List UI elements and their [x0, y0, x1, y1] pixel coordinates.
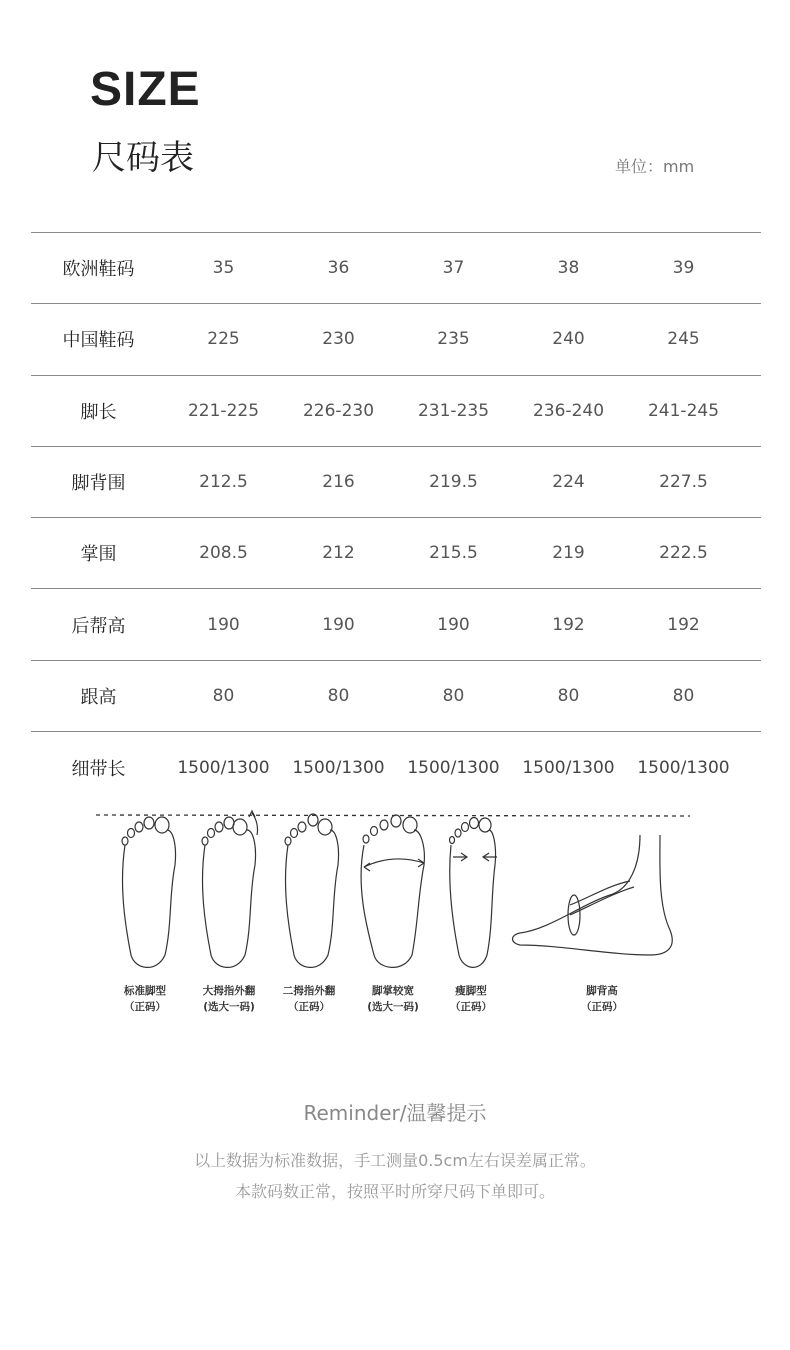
standard-foot-icon [122, 817, 176, 967]
table-cell: 245 [667, 329, 700, 350]
table-cell: 215.5 [429, 543, 478, 564]
bunion-foot-icon [202, 811, 258, 967]
foot-name: 标准脚型 [124, 985, 166, 997]
row-label: 细带长 [71, 758, 126, 780]
table-cell: 212.5 [199, 472, 248, 493]
unit-label: 单位：mm [615, 157, 695, 176]
row-label: 后帮高 [71, 615, 126, 637]
table-row [31, 304, 761, 375]
table-cell: 80 [557, 685, 580, 706]
size-table [31, 232, 761, 803]
table-cell: 190 [437, 614, 470, 635]
table-cell: 80 [672, 685, 695, 706]
table-cell: 224 [552, 472, 585, 493]
table-cell: 1500/1300 [177, 757, 270, 778]
table-cell: 38 [557, 258, 580, 279]
row-label: 脚背围 [71, 473, 126, 495]
table-cell: 240 [552, 329, 585, 350]
page-title-en: SIZE [90, 63, 201, 116]
table-row [31, 447, 761, 518]
table-cell: 1500/1300 [522, 757, 615, 778]
table-cell: 230 [322, 329, 355, 350]
table-cell: 231-235 [417, 400, 490, 421]
wide-foot-icon [361, 815, 424, 967]
table-cell: 80 [327, 685, 350, 706]
foot-name: 脚掌较宽 [372, 985, 414, 997]
foot-note: (选大一码) [203, 1001, 255, 1013]
row-label: 掌围 [80, 544, 117, 566]
table-cell: 37 [442, 258, 465, 279]
foot-label-high-instep [547, 983, 657, 1015]
table-cell: 35 [212, 258, 235, 279]
table-cell: 190 [207, 614, 240, 635]
foot-note: （正码） [288, 1001, 330, 1013]
table-cell: 39 [672, 258, 695, 279]
table-cell: 235 [437, 329, 470, 350]
foot-note: （正码） [450, 1001, 492, 1013]
high-instep-foot-icon [513, 835, 673, 955]
table-cell: 236-240 [532, 400, 605, 421]
foot-type-diagram [90, 805, 700, 1035]
table-cell: 219.5 [429, 472, 478, 493]
table-cell: 222.5 [659, 543, 708, 564]
narrow-foot-icon [450, 818, 498, 968]
table-cell: 241-245 [647, 400, 720, 421]
page-title-cn: 尺码表 [92, 138, 194, 178]
row-label: 脚长 [80, 401, 117, 423]
table-cell: 192 [552, 614, 585, 635]
foot-label-narrow [416, 983, 526, 1015]
table-cell: 212 [322, 543, 355, 564]
row-label: 欧洲鞋码 [62, 259, 135, 281]
foot-illustrations [90, 805, 700, 985]
foot-note: (选大一码) [367, 1001, 419, 1013]
reminder-line-1: 以上数据为标准数据，手工测量0.5cm左右误差属正常。 [194, 1151, 596, 1170]
foot-note: （正码） [581, 1001, 623, 1013]
foot-name: 大拇指外翻 [202, 985, 256, 997]
table-cell: 226-230 [302, 400, 375, 421]
table-row [31, 661, 761, 732]
row-label: 跟高 [80, 686, 117, 708]
reminder-title: Reminder/温馨提示 [303, 1101, 487, 1125]
foot-name: 脚背高 [586, 985, 618, 997]
table-cell: 80 [212, 685, 235, 706]
table-row [31, 376, 761, 447]
table-cell: 1500/1300 [292, 757, 385, 778]
table-cell: 219 [552, 543, 585, 564]
table-cell: 36 [327, 258, 350, 279]
table-cell: 1500/1300 [637, 757, 730, 778]
foot-name: 瘦脚型 [455, 985, 487, 997]
reminder-line-2: 本款码数正常，按照平时所穿尺码下单即可。 [234, 1182, 555, 1201]
table-row [31, 233, 761, 304]
table-row [31, 518, 761, 589]
table-cell: 216 [322, 472, 355, 493]
table-cell: 192 [667, 614, 700, 635]
table-row [31, 589, 761, 660]
table-cell: 208.5 [199, 543, 248, 564]
row-label: 中国鞋码 [62, 330, 135, 352]
table-cell: 190 [322, 614, 355, 635]
table-cell: 227.5 [659, 472, 708, 493]
foot-note: （正码） [124, 1001, 166, 1013]
table-cell: 221-225 [187, 400, 260, 421]
table-cell: 80 [442, 685, 465, 706]
second-toe-foot-icon [285, 814, 339, 967]
table-row [31, 732, 761, 803]
table-cell: 1500/1300 [407, 757, 500, 778]
foot-name: 二拇指外翻 [282, 985, 336, 997]
table-cell: 225 [207, 329, 240, 350]
